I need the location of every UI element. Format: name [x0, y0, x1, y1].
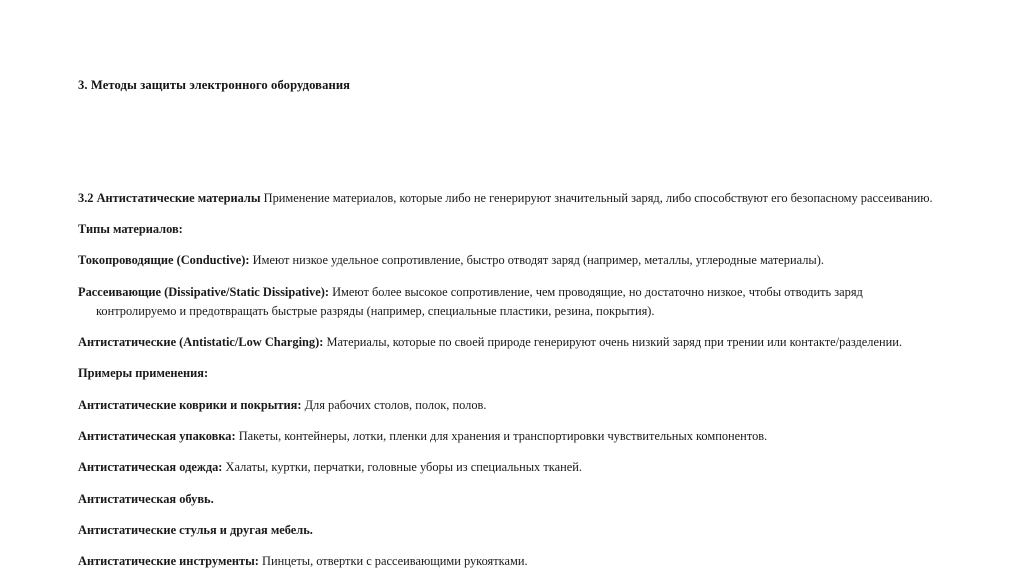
- application-examples-label: [78, 364, 946, 383]
- antistatic-chairs-and-furniture: [78, 521, 946, 540]
- paragraph-text: Для рабочих столов, полок, полов.: [301, 397, 487, 412]
- paragraph-text: Пинцеты, отвертки с рассеивающими рукоятками.: [258, 554, 528, 569]
- paragraph-text: Халаты, куртки, перчатки, головные уборы из специальных тканей.: [222, 460, 582, 475]
- paragraph-text: Пакеты, контейнеры, лотки, пленки для хранения и транспортировки чувствительных компонентов.: [235, 428, 768, 443]
- paragraph-lead: Антистатические (Antistatic/Low Charging):: [78, 334, 324, 349]
- material-types-label: [78, 220, 946, 239]
- paragraph-lead: Антистатические стулья и другая мебель.: [78, 523, 313, 538]
- paragraph-text: Имеют более высокое сопротивление, чем проводящие, но достаточно низкое, чтобы отводить заряд контролируемо и предотвращать быстрые разряды (например, специальные пластики, резина, покрытия).: [96, 284, 863, 318]
- paragraph-text: Материалы, которые по своей природе генерируют очень низкий заряд при трении или контакте/разделении.: [323, 334, 902, 349]
- antistatic-tools: [78, 552, 946, 571]
- antistatic-low-charging-materials: [78, 333, 946, 352]
- paragraph-lead: Антистатическая одежда:: [78, 460, 223, 475]
- paragraph-text: Применение материалов, которые либо не генерируют значительный заряд, либо способствуют его безопасному рассеиванию.: [260, 190, 933, 205]
- vertical-spacer: [78, 94, 946, 189]
- paragraph-lead: Рассеивающие (Dissipative/Static Dissipative):: [78, 284, 329, 299]
- paragraph-lead: Антистатические коврики и покрытия:: [78, 397, 302, 412]
- antistatic-footwear: [78, 490, 946, 509]
- paragraph-lead: Типы материалов:: [78, 222, 183, 237]
- antistatic-clothing: [78, 458, 946, 477]
- antistatic-materials-intro: [78, 189, 946, 208]
- antistatic-packaging: [78, 427, 946, 446]
- document-content: [78, 78, 946, 571]
- paragraph-lead: Антистатическая упаковка:: [78, 428, 236, 443]
- paragraph-lead: 3.2 Антистатические материалы: [78, 190, 261, 205]
- conductive-materials: [78, 251, 946, 270]
- paragraph-lead: Примеры применения:: [78, 366, 209, 381]
- paragraph-text: Имеют низкое удельное сопротивление, быстро отводят заряд (например, металлы, углеродные материалы).: [249, 253, 824, 268]
- paragraph-lead: Антистатические инструменты:: [78, 554, 259, 569]
- dissipative-materials: [78, 283, 946, 321]
- document-body: [78, 189, 946, 571]
- paragraph-lead: Антистатическая обувь.: [78, 491, 214, 506]
- antistatic-mats-and-coverings: [78, 396, 946, 415]
- page-title: 3. Методы защиты электронного оборудования: [78, 78, 351, 92]
- paragraph-lead: Токопроводящие (Conductive):: [78, 253, 250, 268]
